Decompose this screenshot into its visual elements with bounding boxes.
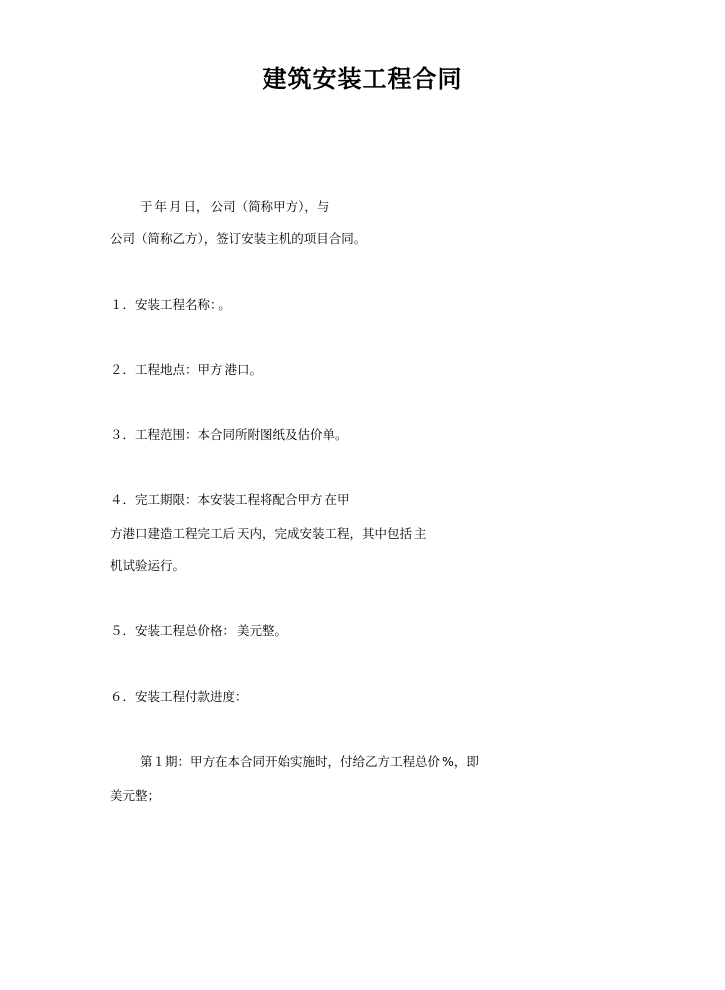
intro-text-party-b: 公司（简称乙方），签订安装主机的项目合同。 [110,231,367,246]
payment-text: 第１期：甲方在本合同开始实施时，付给乙方工程总价 [140,754,441,769]
intro-line-1 [140,197,725,217]
clause-text: 安装工程付款进度： [135,689,248,704]
clause-text: 天内，完成安装工程，其中包括 [237,526,413,541]
clause-4-line-1 [110,490,725,510]
intro-text-yu: 于 [140,199,153,214]
payment-1-line-1 [140,752,725,772]
clause-number: ３． [110,427,136,442]
clause-text: 安装工程总价格： [135,623,236,638]
clause-5 [110,621,725,641]
intro-text-year: 年 [154,199,168,214]
intro-text-month: 月 [169,199,182,214]
clause-text: 工程范围：本合同所附图纸及估价单。 [135,427,348,442]
document-title: 建筑安装工程合同 [262,65,463,93]
clause-number: ５． [110,623,136,638]
clause-6 [110,687,725,707]
payment-1-line-2 [110,786,725,806]
clause-text: 在甲 [324,492,350,507]
intro-line-2 [110,229,725,249]
clause-text: 方港口建造工程完工后 [110,526,236,541]
clause-text: 工程地点：甲方 [135,362,223,377]
intro-text-day: 日， [183,199,209,214]
clause-text: 安装工程名称： [135,297,217,312]
clause-end: 美元整。 [237,623,288,638]
intro-text-party-a: 公司（简称甲方），与 [210,199,330,214]
clause-end: 港口。 [224,362,263,377]
clause-number: ４． [110,492,136,507]
clause-1 [110,295,725,315]
clause-text: 机试验运行。 [110,558,186,573]
clause-4-line-3 [110,556,725,576]
clause-3 [110,425,725,445]
clause-4-line-2 [110,524,725,544]
clause-text: 完工期限：本安装工程将配合甲方 [135,492,323,507]
payment-text: 美元整； [110,788,161,803]
clause-text: 主 [414,526,427,541]
clause-end: 。 [218,297,231,312]
clause-number: １． [110,297,136,312]
clause-2 [110,360,725,380]
clause-number: ６． [110,689,136,704]
payment-text: %，即 [442,754,479,769]
clause-number: ２． [110,362,136,377]
